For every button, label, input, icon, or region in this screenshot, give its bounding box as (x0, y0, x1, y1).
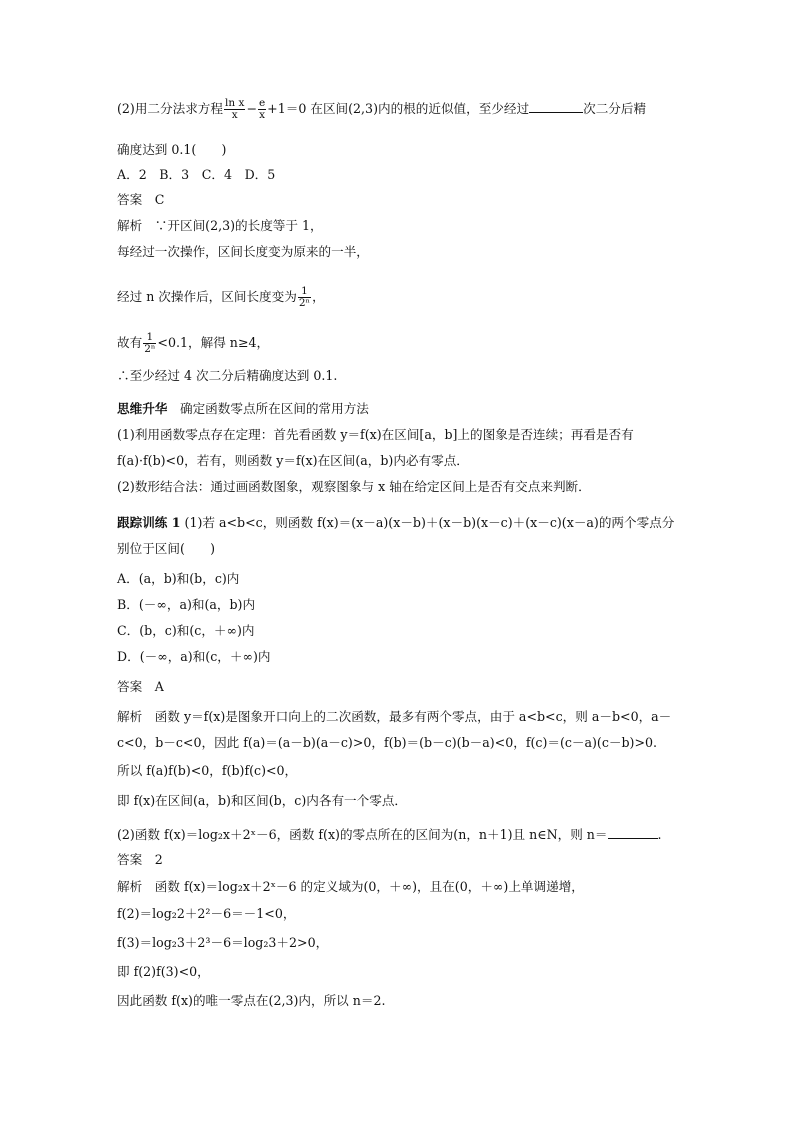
question-2-line-2: 确度达到 0.1( ) (117, 142, 227, 157)
practice-question-line-1: 跟踪训练 1 (1)若 a<b<c，则函数 f(x)＝(x－a)(x－b)＋(x－b)(x－c)＋(x－c)(x－a)的两个零点分 (117, 515, 675, 530)
method-paragraph-2: (2)数形结合法：通过画函数图象，观察图象与 x 轴在给定区间上是否有交点来判断． (117, 479, 591, 494)
method-title-label: 思维升华 (117, 401, 168, 416)
practice-analysis-2: c<0，b－c<0，因此 f(a)＝(a－b)(a－c)>0，f(b)＝(b－c)(b－a)<0，f(c)＝(c－a)(c－b)>0. (117, 735, 658, 750)
fraction-1-over-2n: $\frac{1}{\text{2ⁿ}}$ (144, 331, 156, 355)
question-2-analysis-5: ∴至少经过 4 次二分后精确度达到 0.1. (117, 368, 338, 383)
question-2-options: A．2 B．3 C．4 D．5 (117, 167, 276, 182)
question-2-analysis-2: 每经过一次操作，区间长度变为原来的一半， (117, 244, 369, 259)
answer-blank (529, 100, 583, 113)
question-2b-analysis-3: f(3)＝log₂3＋2³－6＝log₂3＋2>0， (117, 935, 329, 950)
method-paragraph-1a: (1)利用函数零点存在定理：首先看函数 y＝f(x)在区间[a，b]上的图象是否连续；再看是否有 (117, 427, 634, 442)
fraction-e-over-x: $\frac{e}{x}$ (258, 97, 266, 121)
practice-question-line-2: 别位于区间( ) (117, 541, 215, 556)
practice-option-c: C．(b，c)和(c，＋∞)内 (117, 623, 255, 638)
question-2-answer: 答案 C (117, 192, 165, 207)
method-title: 思维升华 确定函数零点所在区间的常用方法 (117, 401, 369, 416)
practice-analysis-3: 所以 f(a)f(b)<0，f(b)f(c)<0， (117, 763, 298, 778)
practice-option-d: D．(－∞，a)和(c，＋∞)内 (117, 649, 271, 664)
question-2-analysis-3: 经过 n 次操作后，区间长度变为 $\frac{1}{\text{2ⁿ}}$ ， (117, 285, 325, 309)
question-2-analysis-4: 故有 $\frac{1}{\text{2ⁿ}}$ <0.1，解得 n≥4， (117, 331, 270, 355)
practice-analysis-1: 解析 函数 y＝f(x)是图象开口向上的二次函数，最多有两个零点，由于 a<b<c，则 a－b<0，a－ (117, 709, 672, 724)
question-2-analysis-1: 解析 ∵开区间(2,3)的长度等于 1， (117, 218, 323, 233)
question-2b-line: (2)函数 f(x)＝log₂x＋2ˣ－6，函数 f(x)的零点所在的区间为(n，n＋1)且 n∈N，则 n＝ . (117, 827, 662, 842)
question-2b-analysis-2: f(2)＝log₂2＋2²－6＝－1<0， (117, 906, 296, 921)
question-2b-answer: 答案 2 (117, 852, 163, 867)
fraction-1-over-2n: $\frac{1}{\text{2ⁿ}}$ (298, 285, 311, 309)
question-2b-analysis-5: 因此函数 f(x)的唯一零点在(2,3)内，所以 n＝2. (117, 993, 386, 1008)
practice-answer: 答案 A (117, 679, 164, 694)
fraction-lnx-over-x: $\frac{\text{ln x}}{x}$ (225, 97, 245, 121)
method-paragraph-1b: f(a)·f(b)<0，若有，则函数 y＝f(x)在区间(a，b)内必有零点． (117, 453, 469, 468)
question-2-prefix: (2)用二分法求方程 (117, 101, 223, 116)
question-2b-analysis-1: 解析 函数 f(x)＝log₂x＋2ˣ－6 的定义域为(0，＋∞)，且在(0，＋∞)上单调递增， (117, 879, 584, 894)
answer-blank (608, 826, 658, 839)
question-2-line-1: (2)用二分法求方程 $\frac{\text{ln x}}{x}$ − $\frac{e}{x}$ +1＝0 在区间(2,3)内的根的近似值，至少经过 次二分后精 (117, 97, 647, 121)
question-2-tail: +1＝0 在区间(2,3)内的根的近似值，至少经过 (267, 101, 530, 116)
practice-option-b: B．(－∞，a)和(a，b)内 (117, 597, 256, 612)
practice-heading: 跟踪训练 1 (117, 515, 181, 530)
practice-option-a: A．(a，b)和(b，c)内 (117, 571, 240, 586)
practice-analysis-4: 即 f(x)在区间(a，b)和区间(b，c)内各有一个零点． (117, 793, 408, 808)
question-2b-analysis-4: 即 f(2)f(3)<0， (117, 964, 210, 979)
